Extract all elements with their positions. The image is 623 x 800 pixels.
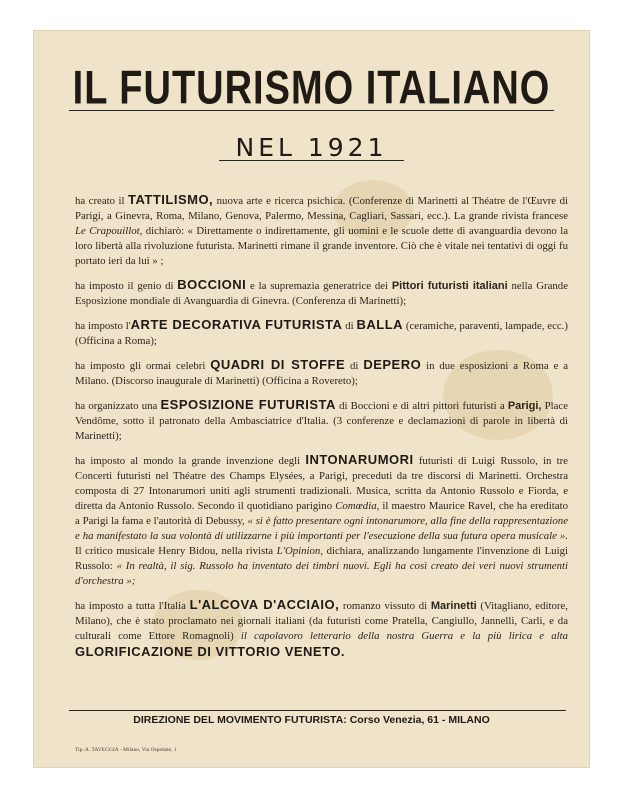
text: in due esposizioni a Roma e a Milano. (Discorso inaugurale di Marinetti) (Officina a Rovereto);	[75, 360, 569, 387]
text: nella Grande Esposizione mondiale di Avanguardia di Ginevra. (Conferenza di Marinetti);	[75, 280, 569, 307]
text: (ceramiche, paraventi, lampade, ecc.) (Officina a Roma);	[75, 320, 568, 347]
page-title: IL FUTURISMO ITALIANO	[72, 62, 551, 115]
text: (Vitagliano, editore, Milano), che è stato proclamato nei giornali italiani (da futuristi come Pratella, Cangiullo, Jannelli, Carli, e da culturali come Ettore Romagnoli)	[75, 600, 568, 642]
title-rule	[69, 110, 554, 111]
text: ha imposto al mondo la grande invenzione degli	[75, 455, 306, 467]
text: Il critico musicale Henry Bidou, nella rivista	[75, 545, 277, 557]
highlight: INTONARUMORI	[305, 452, 414, 467]
paragraph-esposizione	[75, 397, 568, 444]
italic-text: Comœdia,	[335, 500, 380, 512]
highlight: Pittori futuristi italiani	[391, 280, 508, 292]
text: ha organizzato una	[75, 400, 161, 412]
highlight: ARTE DECORATIVA FUTURISTA	[130, 317, 343, 332]
footer-street: Corso Venezia, 61 - MILANO	[346, 714, 490, 726]
paragraph-tattilismo	[75, 192, 568, 269]
paragraph-intonarumori	[75, 452, 568, 589]
highlight: BALLA	[356, 317, 404, 332]
text: dichiarò: « Direttamente o indirettamente, gli uomini e le scuole dette di avanguardia devono la loro libertà alla rivoluzione futurista. Marinetti rimane il grande inventore. Ciò che è vitale nei tentativi di oggi fu portato ieri da lui » ;	[75, 225, 568, 267]
highlight: GLORIFICAZIONE DI VITTORIO VENETO.	[75, 644, 346, 659]
footer-rule	[69, 710, 566, 711]
italic-text: « si è fatto presentare ogni intonarumore, alla fine della rappresentazione e ha manifestato la sua volontà di utilizzarne i più importanti per l'esecuzione della sua futura opera musicale ».	[75, 515, 569, 542]
highlight: L'ALCOVA D'ACCIAIO,	[189, 597, 340, 612]
italic-text: « In realtà, il sig. Russolo ha inventato dei timbri nuovi. Egli ha così creato dei veri nuovi strumenti d'orchestra »;	[75, 560, 568, 587]
poster-body	[75, 192, 568, 669]
text: dichiara, analizzando lungamente l'invenzione di Luigi Russolo:	[75, 545, 568, 572]
text: di	[342, 320, 357, 332]
text: romanzo vissuto di	[339, 600, 431, 612]
page-subtitle: NEL 1921	[235, 133, 388, 162]
italic-text: il capolavoro letterario della nostra Guerra e la più lirica e alta	[240, 630, 568, 642]
text: di	[345, 360, 364, 372]
text: Place Vendôme, sotto il patronato della Ambasciatrice d'Italia. (3 conferenze e declamazioni di parole in libertà di Marinetti);	[75, 400, 569, 442]
italic-text: L'Opinion,	[276, 545, 324, 557]
subtitle-rule	[219, 160, 404, 161]
text: ha imposto a tutta l'Italia	[75, 600, 190, 612]
footer-address	[33, 714, 590, 726]
text: futuristi di Luigi Russolo, in tre Concerti futuristi nel Théatre des Champs Elysées, a Parigi, preceduti da tre discorsi di Marinetti. Orchestra composta di 27 Intonarumori uniti agli strumenti tradizionali. Musica, scritta da Antonio Russolo e Fiorda, e diretta da Antonio Russolo. Secondo il quotidiano parigino	[75, 455, 568, 512]
italic-text: Le Crapouillot,	[75, 225, 143, 237]
paragraph-depero	[75, 357, 568, 389]
poster-sheet	[33, 30, 590, 768]
text: ha imposto l'	[75, 320, 131, 332]
text: di Boccioni e di altri pittori futuristi a	[335, 400, 508, 412]
text: ha imposto il genio di	[75, 280, 178, 292]
text: il maestro Maurice Ravel, che ha ereditato a Parigi la fama e l'autorità di Debussy,	[75, 500, 568, 527]
text: ha imposto gli ormai celebri	[75, 360, 211, 372]
highlight: DEPERO	[363, 357, 422, 372]
highlight: QUADRI DI STOFFE	[210, 357, 346, 372]
text: ha creato il	[75, 195, 128, 207]
highlight: TATTILISMO,	[128, 192, 214, 207]
text: e la supremazia generatrice dei	[246, 280, 392, 292]
highlight: ESPOSIZIONE FUTURISTA	[160, 397, 336, 412]
highlight: BOCCIONI	[177, 277, 247, 292]
printer-credit: Tip. A. TAVEGGIA - Milano, Via Ospedale, 1	[75, 747, 177, 753]
paragraph-alcova	[75, 597, 568, 661]
highlight: Parigi,	[507, 400, 542, 412]
text: nuova arte e ricerca psichica. (Conferenze di Marinetti al Théatre de l'Œuvre di Parigi, a Ginevra, Roma, Milano, Genova, Palermo, Messina, Cagliari, Sassari, ecc.). La grande rivista francese	[75, 195, 568, 222]
highlight: Marinetti	[430, 600, 477, 612]
paragraph-boccioni	[75, 277, 568, 309]
paragraph-balla	[75, 317, 568, 349]
footer-label: DIREZIONE DEL MOVIMENTO FUTURISTA:	[133, 714, 347, 726]
